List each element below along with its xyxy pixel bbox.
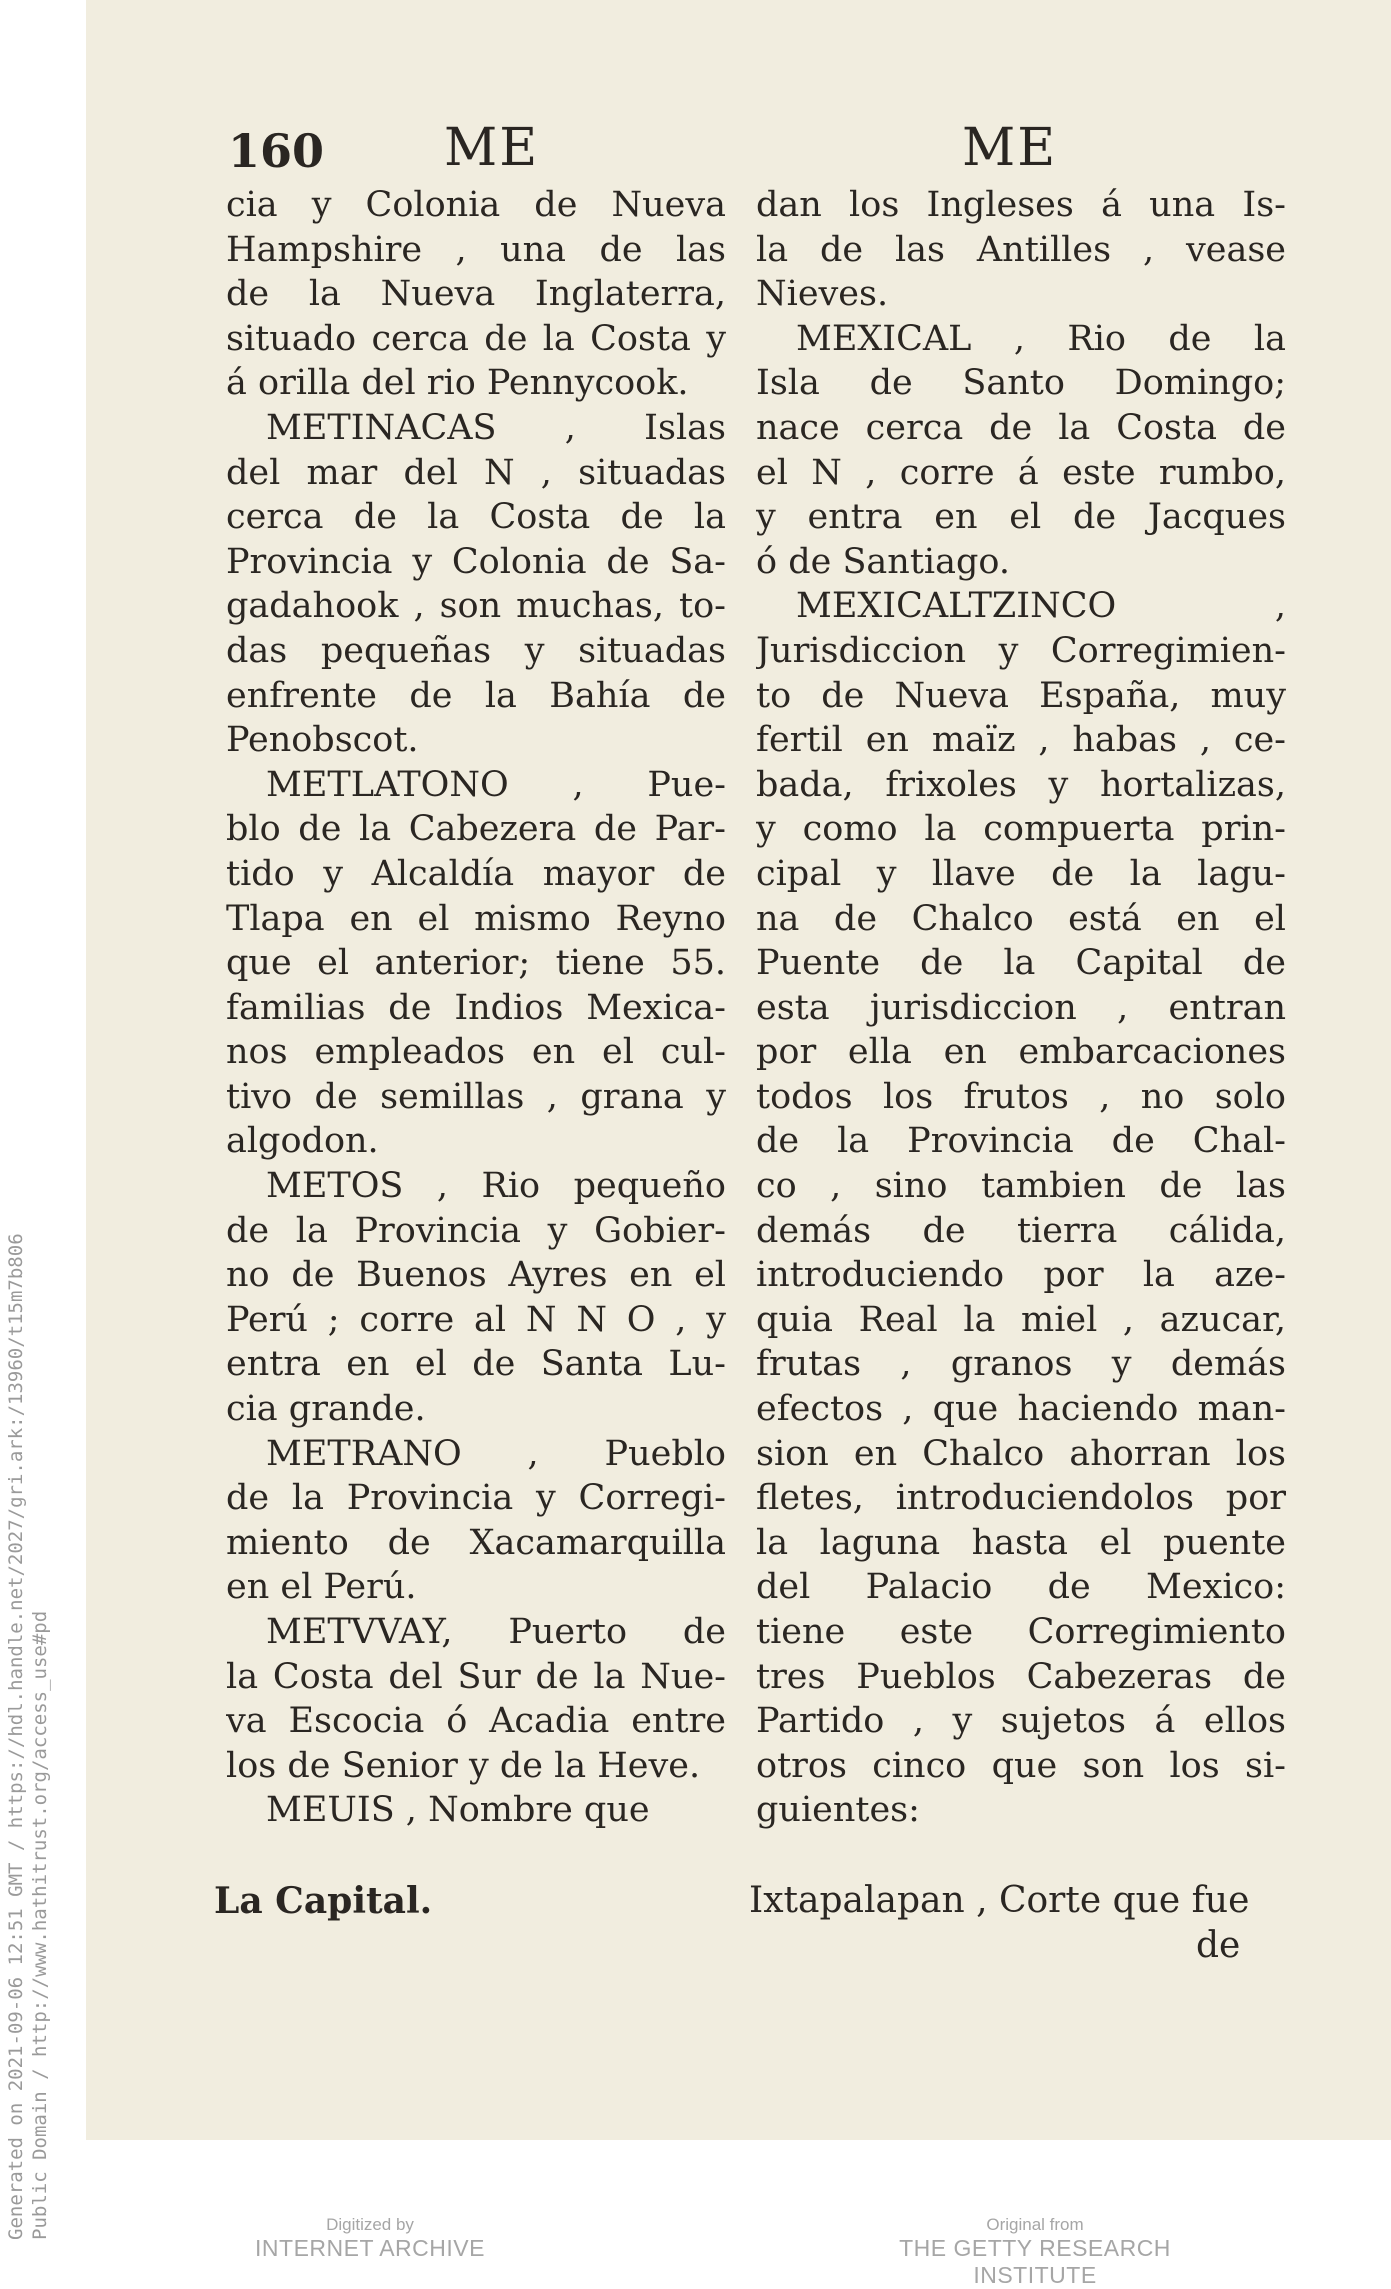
text-line: el N , corre á este rumbo,: [756, 452, 1286, 493]
text-line: Jurisdiccion y Corregimien-: [756, 630, 1286, 671]
text-line: tiene este Corregimiento: [756, 1612, 1286, 1652]
text-line: Nieves.: [756, 274, 889, 315]
text-line: otros cinco que son los si-: [756, 1745, 1286, 1786]
book-page: [86, 0, 1391, 2140]
text-line: en el Perú.: [226, 1567, 417, 1608]
text-line: bada, frixoles y hortalizas,: [756, 764, 1286, 805]
text-line: co , sino tambien de las: [756, 1166, 1286, 1207]
text-line: enfrente de la Bahía de: [226, 675, 726, 716]
text-line: METOS , Rio pequeño: [266, 1166, 726, 1207]
page-number: 160: [228, 124, 325, 178]
text-line: Tlapa en el mismo Reyno: [226, 898, 726, 939]
text-line: ó de Santiago.: [756, 541, 1010, 582]
text-line: fertil en maïz , habas , ce-: [756, 720, 1286, 761]
right-column: [756, 183, 1286, 1833]
text-line: MEXICAL , Rio de la: [796, 318, 1286, 359]
text-line: Puente de la Capital de: [756, 943, 1286, 984]
text-line: cerca de la Costa de la: [226, 497, 726, 538]
text-line: á orilla del rio Pennycook.: [226, 363, 689, 404]
original-from-label: Original from: [986, 2215, 1084, 2234]
text-line: MEUIS , Nombre que: [266, 1790, 650, 1831]
text-line: esta jurisdiccion , entran: [756, 987, 1286, 1028]
text-line: to de Nueva España, muy: [756, 675, 1286, 716]
text-line: MEXICALTZINCO ,: [796, 586, 1286, 627]
text-line: METVVAY, Puerto de: [266, 1612, 726, 1652]
stamp-line-1: Generated on 2021-09-06 12:51 GMT / https://hdl.handle.net/2027/gri.ark:/13960/t15m7b806: [5, 1233, 27, 2240]
text-line: la de las Antilles , vease: [756, 229, 1286, 270]
text-line: por ella en embarcaciones: [756, 1032, 1286, 1073]
digitized-by-name: INTERNET ARCHIVE: [255, 2235, 485, 2261]
text-line: guientes:: [756, 1790, 920, 1831]
running-head-left: ME: [444, 118, 540, 178]
text-line: y como la compuerta prin-: [756, 809, 1286, 850]
text-line: blo de la Cabezera de Par-: [226, 809, 726, 850]
footer-left-entry: La Capital.: [214, 1880, 433, 1922]
text-line: va Escocia ó Acadia entre: [226, 1701, 726, 1742]
running-head-right: ME: [962, 118, 1058, 178]
text-line: nace cerca de la Costa de: [756, 407, 1286, 448]
text-line: Penobscot.: [226, 720, 419, 761]
text-line: del Palacio de Mexico:: [756, 1567, 1286, 1608]
text-line: de la Provincia de Chal-: [756, 1121, 1286, 1162]
text-line: tivo de semillas , grana y: [226, 1076, 726, 1117]
text-line: efectos , que haciendo man-: [756, 1389, 1286, 1430]
text-line: dan los Ingleses á una Is-: [756, 185, 1286, 225]
text-line: familias de Indios Mexica-: [226, 987, 726, 1028]
text-line: na de Chalco está en el: [756, 898, 1286, 939]
text-line: tres Pueblos Cabezeras de: [756, 1656, 1286, 1697]
text-line: miento de Xacamarquilla: [226, 1522, 726, 1563]
text-line: cia grande.: [226, 1389, 426, 1430]
stamp-line-2: Public Domain / http://www.hathitrust.org/access_use#pd: [29, 1610, 51, 2240]
text-line: Provincia y Colonia de Sa-: [226, 541, 726, 582]
text-line: todos los frutos , no solo: [756, 1076, 1286, 1117]
text-line: fletes, introduciendolos por: [756, 1478, 1286, 1519]
text-line: de la Provincia y Corregi-: [226, 1478, 726, 1519]
text-line: sion en Chalco ahorran los: [756, 1433, 1286, 1474]
text-line: Hampshire , una de las: [226, 229, 726, 270]
text-line: nos empleados en el cul-: [226, 1032, 726, 1073]
text-line: METINACAS , Islas: [266, 407, 726, 448]
text-line: cipal y llave de la lagu-: [756, 853, 1286, 894]
text-line: introduciendo por la aze-: [756, 1255, 1286, 1296]
left-column: [226, 183, 726, 1833]
digitized-by-credit: [240, 2215, 500, 2262]
text-line: METLATONO , Pue-: [266, 764, 726, 805]
text-line: Perú ; corre al N N O , y: [226, 1299, 726, 1340]
text-line: METRANO , Pueblo: [266, 1433, 726, 1474]
text-line: tido y Alcaldía mayor de: [226, 853, 726, 894]
original-from-credit: [850, 2215, 1220, 2289]
digitized-by-label: Digitized by: [326, 2215, 414, 2234]
text-line: cia y Colonia de Nueva: [226, 185, 726, 225]
text-line: no de Buenos Ayres en el: [226, 1255, 726, 1296]
text-line: quia Real la miel , azucar,: [756, 1299, 1286, 1340]
text-line: de la Nueva Inglaterra,: [226, 274, 726, 315]
hathitrust-stamp: [4, 1233, 52, 2240]
text-line: demás de tierra cálida,: [756, 1210, 1286, 1251]
text-line: Partido , y sujetos á ellos: [756, 1701, 1286, 1742]
text-line: la Costa del Sur de la Nue-: [226, 1656, 726, 1697]
text-line: frutas , granos y demás: [756, 1344, 1286, 1385]
original-from-name: THE GETTY RESEARCH INSTITUTE: [899, 2235, 1171, 2288]
text-line: situado cerca de la Costa y: [226, 318, 726, 359]
text-line: la laguna hasta el puente: [756, 1522, 1286, 1563]
text-line: Isla de Santo Domingo;: [756, 363, 1286, 404]
text-line: que el anterior; tiene 55.: [226, 943, 726, 984]
page-header: [86, 118, 1391, 188]
text-line: entra en el de Santa Lu-: [226, 1344, 726, 1385]
text-line: del mar del N , situadas: [226, 452, 726, 493]
text-line: de la Provincia y Gobier-: [226, 1210, 726, 1251]
text-line: y entra en el de Jacques: [756, 497, 1286, 538]
text-line: algodon.: [226, 1121, 379, 1162]
text-line: gadahook , son muchas, to-: [226, 586, 726, 627]
footer-right-entry: Ixtapalapan , Corte que fue: [749, 1880, 1250, 1921]
catchword: de: [1196, 1925, 1241, 1966]
text-line: los de Senior y de la Heve.: [226, 1745, 701, 1786]
text-line: das pequeñas y situadas: [226, 630, 726, 671]
